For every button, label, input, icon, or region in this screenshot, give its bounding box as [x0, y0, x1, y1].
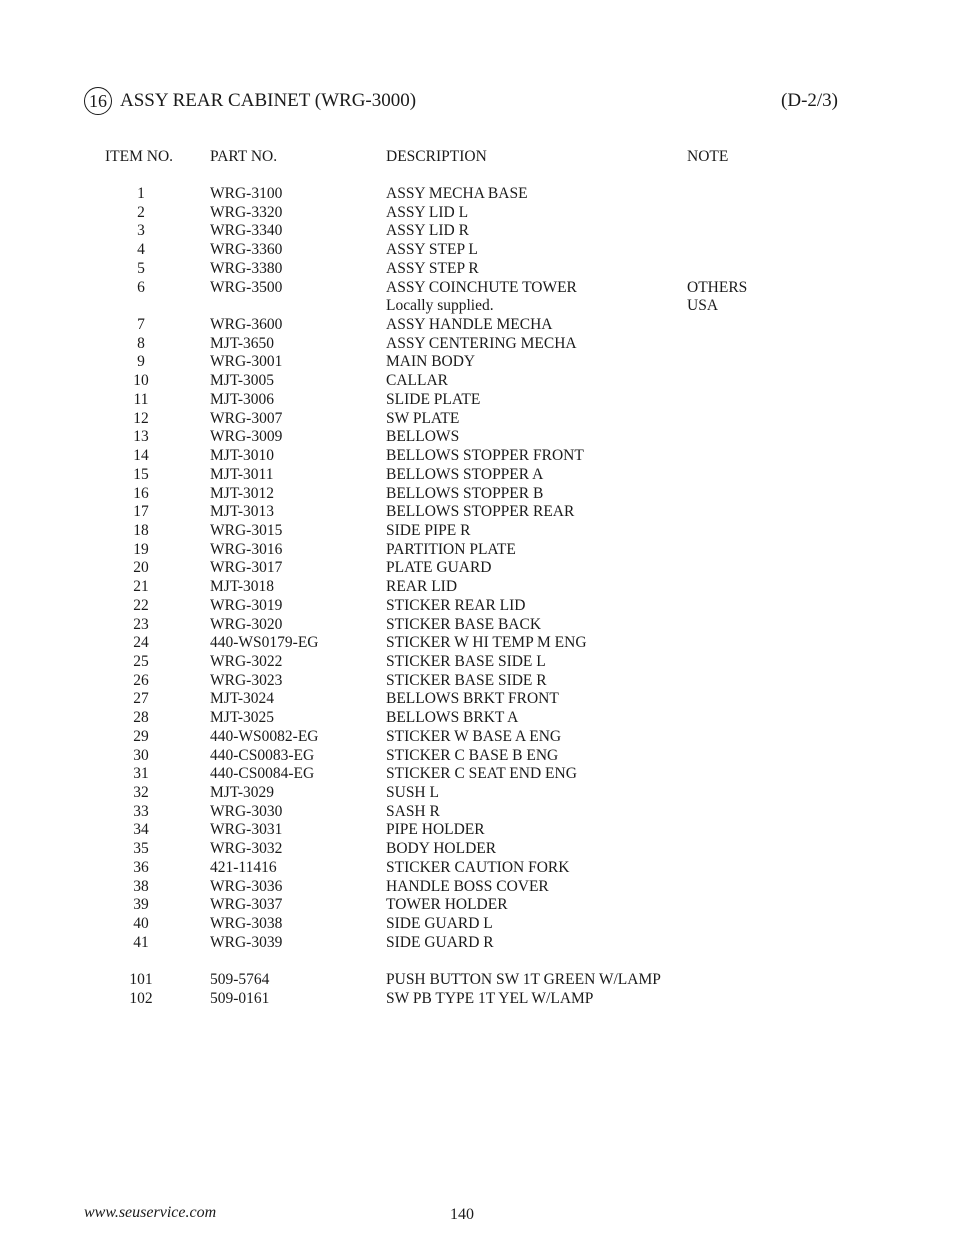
item-number-cell: 40	[133, 915, 149, 933]
part-number-cell: 509-0161	[210, 989, 270, 1007]
item-number-cell: 28	[133, 709, 149, 727]
table-row	[0, 765, 954, 784]
item-number-cell: 16	[133, 484, 149, 502]
description-cell: STICKER BASE SIDE L	[386, 652, 546, 670]
table-row	[0, 803, 954, 822]
item-number-cell: 2	[137, 203, 145, 221]
item-number-cell: 26	[133, 671, 149, 689]
description-cell: ASSY CENTERING MECHA	[386, 334, 577, 352]
table-row	[0, 391, 954, 410]
table-row	[0, 597, 954, 616]
description-cell: STICKER BASE BACK	[386, 615, 542, 633]
description-cell: STICKER BASE SIDE R	[386, 671, 547, 689]
item-number-cell: 38	[133, 877, 149, 895]
table-row	[0, 522, 954, 541]
part-number-cell: WRG-3001	[210, 353, 283, 371]
description-cell: BELLOWS STOPPER B	[386, 484, 544, 502]
part-number-cell: WRG-3600	[210, 316, 283, 334]
table-row	[0, 428, 954, 447]
table-row	[0, 204, 954, 223]
table-row	[0, 503, 954, 522]
item-number-cell: 32	[133, 784, 149, 801]
item-number-cell: 24	[133, 634, 149, 652]
description-cell: REAR LID	[386, 578, 458, 596]
item-number-cell: 4	[137, 241, 145, 259]
description-cell: SLIDE PLATE	[386, 390, 481, 408]
part-number-cell: WRG-3019	[210, 596, 283, 614]
description-cell: TOWER HOLDER	[386, 896, 508, 914]
item-number-cell: 34	[133, 821, 149, 839]
part-number-cell: 440-CS0083-EG	[210, 746, 315, 764]
item-number-cell: 22	[133, 596, 149, 614]
part-number-cell: WRG-3020	[210, 615, 283, 633]
part-number-cell: WRG-3009	[210, 428, 283, 446]
description-cell: HANDLE BOSS COVER	[386, 877, 549, 895]
item-number-cell: 7	[137, 316, 145, 334]
item-number-cell: 3	[137, 222, 145, 240]
table-row	[0, 260, 954, 279]
description-cell: BELLOWS STOPPER REAR	[386, 503, 575, 521]
part-number-cell: WRG-3340	[210, 222, 283, 240]
table-row	[0, 297, 954, 316]
description-cell: BODY HOLDER	[386, 840, 497, 858]
part-number-cell: WRG-3030	[210, 802, 283, 820]
table-row	[0, 990, 954, 1009]
part-number-cell: 421-11416	[210, 858, 277, 876]
part-number-cell: WRG-3038	[210, 915, 283, 933]
description-cell: STICKER C SEAT END ENG	[386, 765, 577, 783]
item-number-cell: 17	[133, 503, 149, 521]
item-number-cell: 5	[137, 259, 145, 277]
item-number-cell: 27	[133, 690, 149, 708]
item-number-cell: 102	[129, 989, 153, 1007]
part-number-cell: WRG-3015	[210, 521, 283, 539]
description-cell: PLATE GUARD	[386, 559, 492, 577]
column-header-description: DESCRIPTION	[386, 148, 487, 165]
description-cell: ASSY STEP L	[386, 241, 478, 259]
item-number-cell: 14	[133, 447, 149, 465]
table-row	[0, 353, 954, 372]
part-number-cell: WRG-3017	[210, 559, 283, 577]
description-cell: SASH R	[386, 802, 440, 820]
part-number-cell: MJT-3018	[210, 578, 275, 596]
section-number-circle: 16	[84, 87, 112, 115]
table-row	[0, 653, 954, 672]
description-cell: ASSY COINCHUTE TOWER	[386, 278, 577, 296]
item-number-cell: 10	[133, 372, 149, 390]
part-number-cell: WRG-3007	[210, 409, 283, 427]
part-number-cell: WRG-3032	[210, 840, 283, 858]
part-number-cell: MJT-3025	[210, 709, 275, 727]
note-cell: OTHERS	[687, 278, 748, 296]
table-row	[0, 616, 954, 635]
part-number-cell: WRG-3360	[210, 241, 283, 259]
description-cell: Locally supplied.	[386, 297, 494, 315]
table-row	[0, 859, 954, 878]
item-number-cell: 18	[133, 521, 149, 539]
table-row	[0, 335, 954, 354]
description-cell: CALLAR	[386, 372, 448, 390]
table-row	[0, 878, 954, 897]
table-row	[0, 840, 954, 859]
part-number-cell: WRG-3500	[210, 278, 283, 296]
part-number-cell: WRG-3023	[210, 671, 283, 689]
part-number-cell: WRG-3036	[210, 877, 283, 895]
part-number-cell: WRG-3039	[210, 933, 283, 951]
table-row	[0, 821, 954, 840]
table-row	[0, 915, 954, 934]
description-cell: BELLOWS BRKT FRONT	[386, 690, 559, 708]
table-row	[0, 485, 954, 504]
part-number-cell: WRG-3016	[210, 540, 283, 558]
item-number-cell: 39	[133, 896, 149, 914]
table-row	[0, 896, 954, 915]
description-cell: PUSH BUTTON SW 1T GREEN W/LAMP	[386, 971, 661, 989]
description-cell: ASSY STEP R	[386, 259, 479, 277]
item-number-cell: 1	[137, 185, 145, 202]
parts-list	[0, 185, 954, 1009]
part-number-cell: WRG-3100	[210, 185, 283, 202]
description-cell: SUSH L	[386, 784, 439, 801]
table-row	[0, 316, 954, 335]
item-number-cell: 21	[133, 578, 149, 596]
description-cell: SIDE GUARD R	[386, 933, 494, 951]
part-number-cell: MJT-3006	[210, 390, 275, 408]
item-number-cell: 29	[133, 727, 149, 745]
part-number-cell: 440-WS0179-EG	[210, 634, 319, 652]
item-number-cell: 41	[133, 933, 149, 951]
item-number-cell: 35	[133, 840, 149, 858]
description-cell: STICKER CAUTION FORK	[386, 858, 570, 876]
table-row	[0, 634, 954, 653]
table-row	[0, 709, 954, 728]
description-cell: STICKER C BASE B ENG	[386, 746, 559, 764]
table-row	[0, 185, 954, 204]
table-row	[0, 410, 954, 429]
part-number-cell: WRG-3380	[210, 259, 283, 277]
part-number-cell: WRG-3022	[210, 652, 283, 670]
column-header-note: NOTE	[687, 148, 729, 165]
part-number-cell: MJT-3650	[210, 334, 275, 352]
table-row	[0, 372, 954, 391]
column-header-item-no: ITEM NO.	[105, 148, 174, 165]
table-row	[0, 971, 954, 990]
table-row	[0, 934, 954, 953]
table-row	[0, 672, 954, 691]
item-number-cell: 30	[133, 746, 149, 764]
table-row	[0, 728, 954, 747]
item-number-cell: 31	[133, 765, 149, 783]
note-cell: USA	[687, 297, 719, 315]
item-number-cell: 19	[133, 540, 149, 558]
part-number-cell: MJT-3024	[210, 690, 275, 708]
item-number-cell: 15	[133, 465, 149, 483]
table-row	[0, 784, 954, 803]
description-cell: SW PLATE	[386, 409, 460, 427]
part-number-cell: 440-WS0082-EG	[210, 727, 319, 745]
table-row	[0, 541, 954, 560]
part-number-cell: MJT-3029	[210, 784, 275, 801]
description-cell: STICKER REAR LID	[386, 596, 526, 614]
part-number-cell: MJT-3010	[210, 447, 275, 465]
description-cell: SIDE PIPE R	[386, 521, 471, 539]
part-number-cell: 440-CS0084-EG	[210, 765, 315, 783]
part-number-cell: WRG-3031	[210, 821, 283, 839]
item-number-cell: 9	[137, 353, 145, 371]
description-cell: PIPE HOLDER	[386, 821, 485, 839]
description-cell: STICKER W HI TEMP M ENG	[386, 634, 587, 652]
item-number-cell: 8	[137, 334, 145, 352]
table-row	[0, 747, 954, 766]
description-cell: BELLOWS BRKT A	[386, 709, 519, 727]
description-cell: MAIN BODY	[386, 353, 476, 371]
item-number-cell: 13	[133, 428, 149, 446]
section-title: ASSY REAR CABINET (WRG-3000)	[120, 90, 417, 111]
item-number-cell: 101	[129, 971, 153, 989]
table-row	[0, 466, 954, 485]
description-cell: BELLOWS STOPPER A	[386, 465, 544, 483]
table-row	[0, 559, 954, 578]
page-number: 140	[450, 1206, 474, 1223]
item-number-cell: 25	[133, 652, 149, 670]
part-number-cell: WRG-3037	[210, 896, 283, 914]
description-cell: STICKER W BASE A ENG	[386, 727, 562, 745]
item-number-cell: 36	[133, 858, 149, 876]
item-number-cell: 20	[133, 559, 149, 577]
description-cell: BELLOWS STOPPER FRONT	[386, 447, 584, 465]
table-row	[0, 279, 954, 298]
item-number-cell: 6	[137, 278, 145, 296]
description-cell: ASSY LID R	[386, 222, 469, 240]
description-cell: ASSY MECHA BASE	[386, 185, 528, 202]
column-header-part-no: PART NO.	[210, 148, 278, 165]
item-number-cell: 12	[133, 409, 149, 427]
table-row	[0, 222, 954, 241]
description-cell: ASSY HANDLE MECHA	[386, 316, 553, 334]
page-code: (D-2/3)	[781, 90, 838, 111]
table-row	[0, 690, 954, 709]
description-cell: SW PB TYPE 1T YEL W/LAMP	[386, 989, 594, 1007]
table-row	[0, 447, 954, 466]
description-cell: SIDE GUARD L	[386, 915, 493, 933]
item-number-cell: 11	[133, 390, 149, 408]
section-header	[84, 86, 838, 118]
description-cell: BELLOWS	[386, 428, 460, 446]
item-number-cell: 23	[133, 615, 149, 633]
part-number-cell: MJT-3005	[210, 372, 275, 390]
footer-website: www.seuservice.com	[84, 1204, 217, 1221]
part-number-cell: 509-5764	[210, 971, 270, 989]
table-row	[0, 241, 954, 260]
part-number-cell: WRG-3320	[210, 203, 283, 221]
table-row	[0, 578, 954, 597]
description-cell: PARTITION PLATE	[386, 540, 516, 558]
part-number-cell: MJT-3012	[210, 484, 275, 502]
part-number-cell: MJT-3013	[210, 503, 275, 521]
part-number-cell: MJT-3011	[210, 465, 274, 483]
item-number-cell: 33	[133, 802, 149, 820]
description-cell: ASSY LID L	[386, 203, 469, 221]
